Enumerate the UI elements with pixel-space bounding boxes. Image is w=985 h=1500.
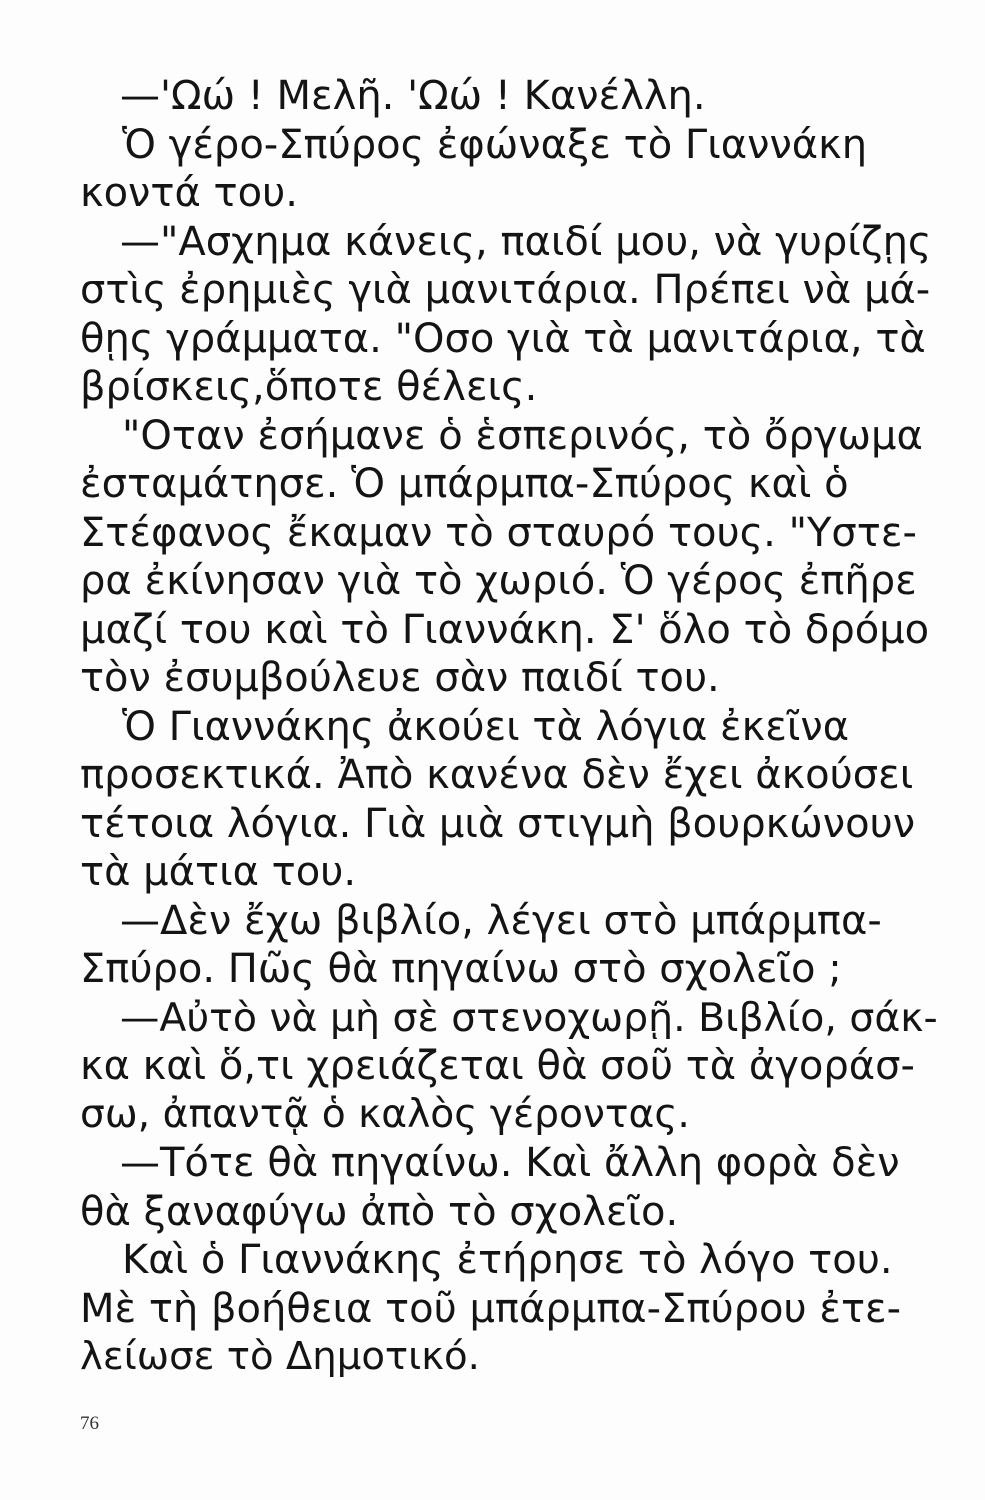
text-line: —Αὐτὸ νὰ μὴ σὲ στενοχωρῇ. Βιβλίο, σάκ- (120, 995, 938, 1041)
text-line: Σπύρο. Πῶς θὰ πηγαίνω στὸ σχολεῖο ; (80, 946, 842, 992)
text-line: —Τότε θὰ πηγαίνω. Καὶ ἄλλη φορὰ δὲν (120, 1140, 900, 1186)
text-line: —Δὲν ἔχω βιβλίο, λέγει στὸ μπάρμπα- (120, 898, 882, 944)
text-line: βρίσκεις,ὅποτε θέλεις. (80, 364, 538, 410)
text-line: Μὲ τὴ βοήθεια τοῦ μπάρμπα-Σπύρου ἐτε- (80, 1286, 902, 1332)
text-line: θῃς γράμματα. "Οσο γιὰ τὰ μανιτάρια, τὰ (80, 316, 926, 362)
text-line: Στέφανος ἔκαμαν τὸ σταυρό τους. "Υστε- (80, 510, 917, 556)
text-line: κα καὶ ὅ,τι χρειάζεται θὰ σοῦ τὰ ἀγοράσ- (80, 1043, 915, 1089)
text-line: τὰ μάτια του. (80, 849, 357, 895)
text-line: "Οταν ἐσήμανε ὁ ἑσπερινός, τὸ ὄργωμα (122, 413, 923, 459)
text-line: προσεκτικά. Ἀπὸ κανένα δὲν ἔχει ἀκούσει (80, 752, 914, 798)
text-line: μαζί του καὶ τὸ Γιαννάκη. Σ' ὅλο τὸ δρόμο (80, 607, 930, 653)
text-line: —'Ωώ ! Μελῆ. 'Ωώ ! Κανέλλη. (120, 73, 706, 119)
text-line: —"Ασχημα κάνεις, παιδί μου, νὰ γυρίζῃς (120, 219, 932, 265)
text-line: λείωσε τὸ Δημοτικό. (80, 1334, 480, 1379)
text-line: Καὶ ὁ Γιαννάκης ἐτήρησε τὸ λόγο του. (122, 1237, 893, 1283)
text-line: τὸν ἐσυμβούλευε σὰν παιδί του. (80, 655, 720, 701)
text-line: ἐσταμάτησε. Ὁ μπάρμπα-Σπύρος καὶ ὁ (80, 461, 849, 507)
text-line: στὶς ἐρημιὲς γιὰ μανιτάρια. Πρέπει νὰ μά- (80, 267, 931, 313)
page-number: 76 (80, 1413, 99, 1434)
text-line: ρα ἐκίνησαν γιὰ τὸ χωριό. Ὁ γέρος ἐπῆρε (80, 558, 917, 604)
text-line: κοντά του. (80, 170, 298, 216)
text-line: Ὁ γέρο-Σπύρος ἐφώναξε τὸ Γιαννάκη (122, 122, 868, 168)
text-line: θὰ ξαναφύγω ἀπὸ τὸ σχολεῖο. (80, 1189, 679, 1235)
text-line: τέτοια λόγια. Γιὰ μιὰ στιγμὴ βουρκώνουν (80, 801, 916, 847)
text-line: σω, ἀπαντᾷ ὁ καλὸς γέροντας. (80, 1092, 690, 1137)
text-line: Ὁ Γιαννάκης ἀκούει τὰ λόγια ἐκεῖνα (122, 704, 850, 750)
